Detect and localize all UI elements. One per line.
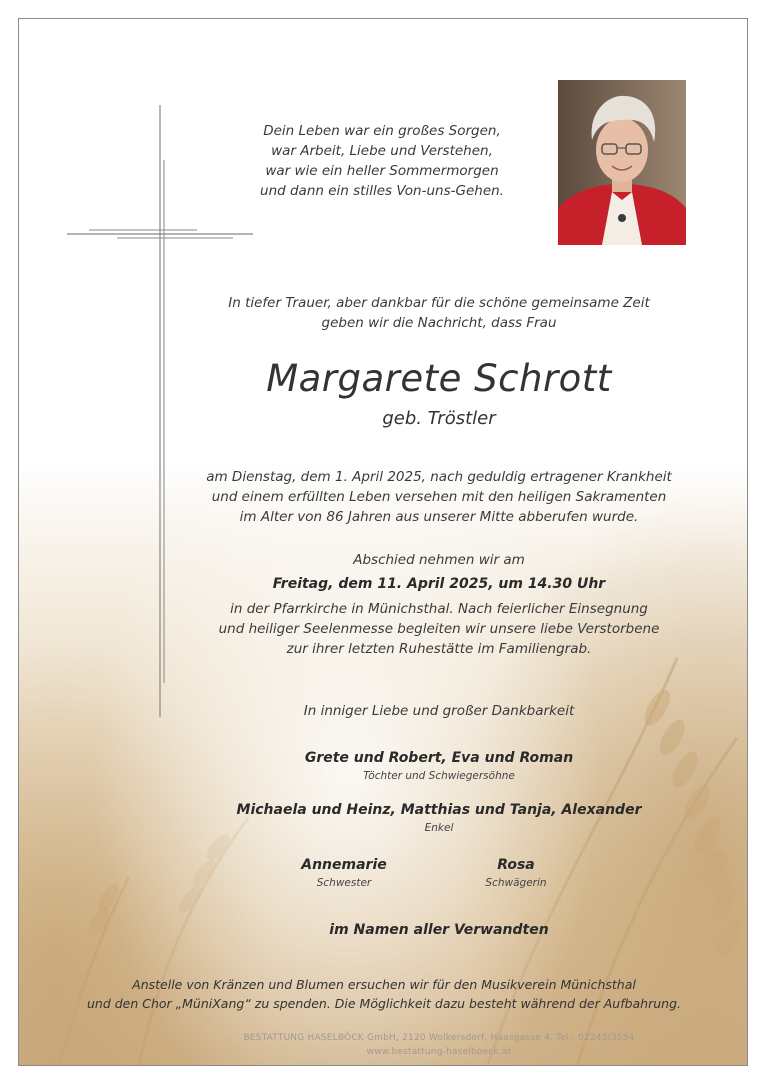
sister-in-law-role: Schwägerin <box>485 877 547 889</box>
notice-content <box>19 19 747 1065</box>
sister-in-law-name: Rosa <box>497 857 535 873</box>
poem-line: war Arbeit, Liebe und Verstehen, <box>271 143 493 159</box>
poem-line: war wie ein heller Sommermorgen <box>265 163 499 179</box>
death-line: und einem erfüllten Leben versehen mit den heiligen Sakramenten <box>211 489 667 505</box>
donation-line: Anstelle von Kränzen und Blumen ersuchen wir für den Musikverein Münichsthal <box>132 977 636 992</box>
deceased-name: Margarete Schrott <box>266 357 612 400</box>
funeral-line: in der Pfarrkirche in Münichsthal. Nach feierlicher Einsegnung <box>230 601 648 617</box>
love-line: In inniger Liebe und großer Dankbarkeit <box>303 703 575 719</box>
death-line: am Dienstag, dem 1. April 2025, nach geduldig ertragener Krankheit <box>206 469 672 485</box>
portrait-photo <box>558 80 686 245</box>
farewell-intro: Abschied nehmen wir am <box>353 552 525 568</box>
intro-line: geben wir die Nachricht, dass Frau <box>321 315 557 331</box>
family-sister <box>279 854 409 889</box>
donation-note <box>59 975 709 1013</box>
all-relatives: im Namen aller Verwandten <box>329 922 549 938</box>
funeral-details <box>139 599 739 659</box>
footer <box>139 1031 739 1059</box>
portrait-icon <box>558 80 686 245</box>
death-notice <box>139 467 739 527</box>
poem-line: und dann ein stilles Von-uns-Gehen. <box>260 183 504 199</box>
intro-text <box>139 293 739 333</box>
funeral-date: Freitag, dem 11. April 2025, um 14.30 Uhr <box>272 576 606 592</box>
footer-website: www.bestattung-haselboeck.at <box>366 1047 512 1057</box>
death-line: im Alter von 86 Jahren aus unserer Mitte abberufen wurde. <box>239 509 639 525</box>
donation-line: und den Chor „MüniXang“ zu spenden. Die Möglichkeit dazu besteht während der Aufbahrung. <box>86 996 681 1011</box>
funeral-line: und heiliger Seelenmesse begleiten wir unsere liebe Verstorbene <box>218 621 660 637</box>
maiden-name: geb. Tröstler <box>382 408 496 429</box>
death-notice-card <box>18 18 748 1066</box>
funeral-line: zur ihrer letzten Ruhestätte im Familiengrab. <box>286 641 592 657</box>
family-role-daughters: Töchter und Schwiegersöhne <box>363 770 515 782</box>
family-sister-in-law <box>451 854 581 889</box>
poem <box>223 121 541 201</box>
poem-line: Dein Leben war ein großes Sorgen, <box>263 123 501 139</box>
family-role-grandchildren: Enkel <box>424 822 454 834</box>
sister-name: Annemarie <box>301 857 387 873</box>
family-group-daughters: Grete und Robert, Eva und Roman <box>304 750 574 766</box>
family-group-grandchildren: Michaela und Heinz, Matthias und Tanja, Alexander <box>236 802 642 818</box>
intro-line: In tiefer Trauer, aber dankbar für die schöne gemeinsame Zeit <box>228 295 650 311</box>
footer-address: BESTATTUNG HASELBÖCK GmbH, 2120 Wolkersdorf, Haasgasse 4, Tel.: 02245/3554 <box>243 1033 635 1043</box>
sister-role: Schwester <box>316 877 372 889</box>
